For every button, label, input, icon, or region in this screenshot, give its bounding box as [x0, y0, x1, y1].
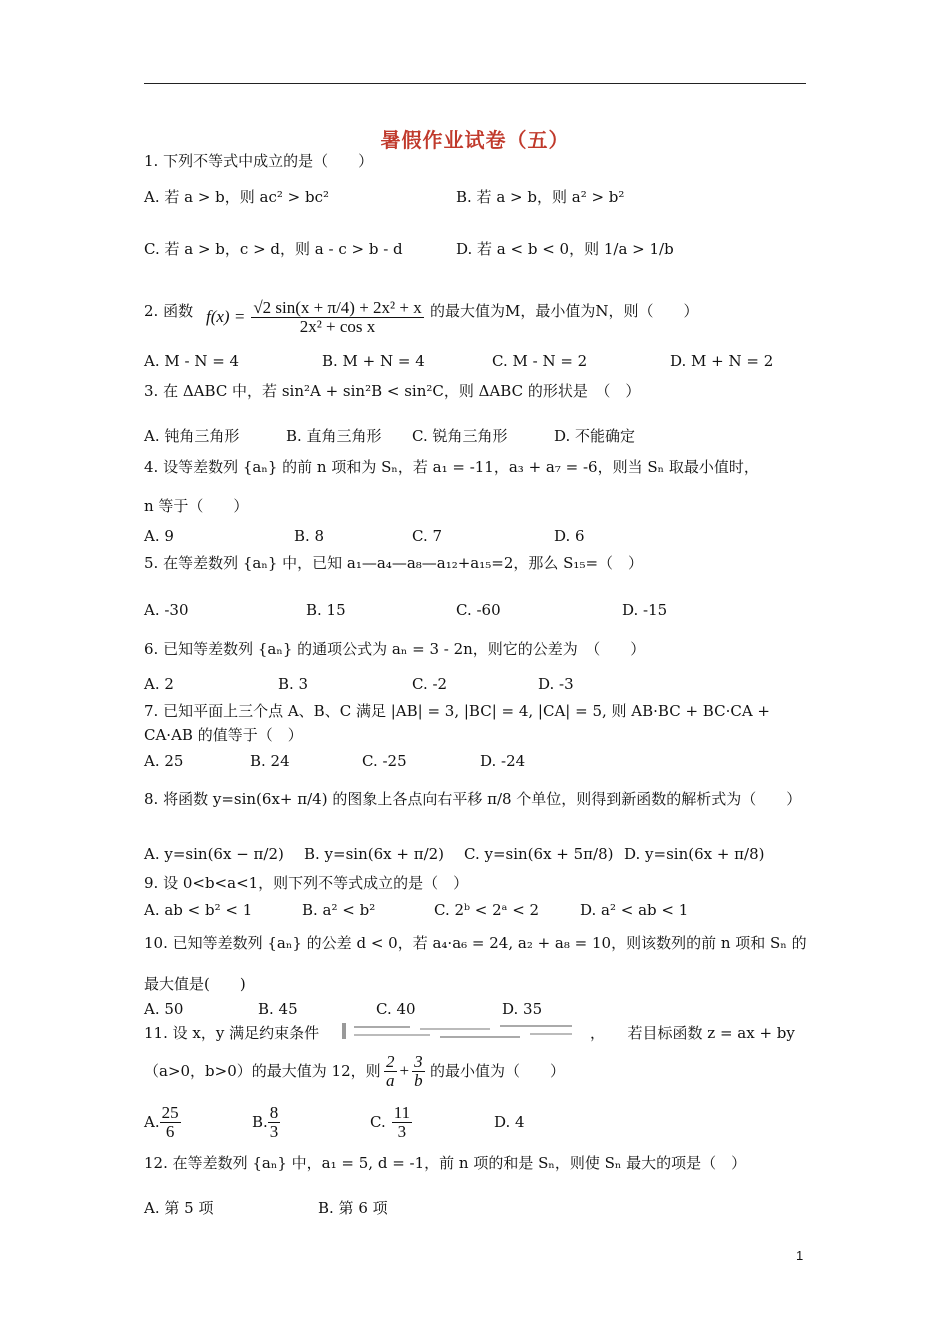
q10-stem-2: 最大值是( ): [144, 975, 246, 993]
q8-stem: 8. 将函数 y=sin(6x+ π/4) 的图象上各点向右平移 π/8 个单位，则得到新函数的解析式为（ ）: [144, 790, 802, 808]
q2-option-a: A. M - N = 4: [144, 352, 240, 370]
q11-fraction-2-den: b: [414, 1070, 423, 1090]
q2-option-c: C. M - N = 2: [492, 352, 588, 370]
q8-option-c: C. y=sin(6x + 5π/8): [464, 845, 614, 863]
q9-option-b: B. a² < b²: [302, 901, 376, 919]
q10-option-a: A. 50: [144, 1000, 184, 1018]
q11-fraction-2: [412, 1053, 425, 1090]
q11-option-a-num: 25: [161, 1102, 179, 1122]
q11-option-a: [144, 1100, 181, 1144]
q11-option-b-label: B.: [252, 1113, 268, 1131]
page-number: 1: [796, 1248, 804, 1263]
q11-fraction-1-den: a: [386, 1070, 395, 1090]
q7-option-d: D. -24: [480, 752, 526, 770]
q8-option-a: A. y=sin(6x − π/2): [144, 845, 284, 863]
q8-option-d: D. y=sin(6x + π/8): [624, 845, 765, 863]
q10-option-c: C. 40: [376, 1000, 416, 1018]
q11-option-c-num: 11: [393, 1102, 411, 1122]
q3-option-a: A. 钝角三角形: [144, 427, 240, 445]
q11-option-d: D. 4: [494, 1113, 525, 1131]
q1-option-b: B. 若 a > b，则 a² > b²: [456, 188, 625, 206]
q10-option-b: B. 45: [258, 1000, 298, 1018]
q12-option-a: A. 第 5 项: [144, 1199, 214, 1217]
q11-option-c-fraction: [392, 1104, 412, 1141]
q2-function-name: f(x) =: [206, 307, 246, 326]
q4-option-d: D. 6: [554, 527, 585, 545]
q11-stem-prefix: 11. 设 x，y 满足约束条件: [144, 1024, 320, 1042]
q3-option-b: B. 直角三角形: [286, 427, 382, 445]
q11-stem-2-prefix: （a>0，b>0）的最大值为 12，则: [144, 1062, 381, 1080]
q11-option-a-label: A.: [144, 1113, 160, 1131]
q9-option-d: D. a² < ab < 1: [580, 901, 689, 919]
q11-constraint-image: [340, 1020, 576, 1042]
q11-option-c-den: 3: [397, 1121, 407, 1141]
q11-constraint-brace-icon: [340, 1020, 576, 1042]
q12-option-b: B. 第 6 项: [318, 1199, 388, 1217]
q1-stem: 1. 下列不等式中成立的是（ ）: [144, 152, 374, 170]
q11-fraction-1-num: 2: [386, 1051, 395, 1071]
q1-option-c: C. 若 a > b，c > d，则 a - c > b - d: [144, 240, 403, 258]
q7-option-a: A. 25: [144, 752, 184, 770]
q11-option-a-den: 6: [165, 1121, 175, 1141]
q11-stem-suffix: ， 若目标函数 z = ax + by: [590, 1024, 795, 1042]
q2-stem-suffix: 的最大值为M，最小值为N，则（ ）: [430, 302, 699, 320]
q4-option-c: C. 7: [412, 527, 443, 545]
q12-stem: 12. 在等差数列 {aₙ} 中，a₁ = 5, d = -1，前 n 项的和是 Sₙ，则使 Sₙ 最大的项是（ ）: [144, 1154, 747, 1172]
q6-stem: 6. 已知等差数列 {aₙ} 的通项公式为 aₙ = 3 - 2n，则它的公差为 （ ）: [144, 640, 646, 658]
q2-stem-prefix: 2. 函数: [144, 302, 194, 320]
q5-stem: 5. 在等差数列 {aₙ} 中，已知 a₁—a₄—a₈—a₁₂+a₁₅=2，那么 S₁₅=（ ）: [144, 554, 644, 572]
q2-fraction: [251, 299, 423, 336]
q10-option-d: D. 35: [502, 1000, 543, 1018]
q11-expression: [384, 1048, 425, 1094]
q11-option-b-den: 3: [269, 1121, 279, 1141]
q2-numerator: √2 sin(x + π/4) + 2x² + x: [253, 297, 422, 317]
q3-option-d: D. 不能确定: [554, 427, 636, 445]
header-rule: [144, 83, 806, 84]
q5-option-d: D. -15: [622, 601, 668, 619]
q7-option-b: B. 24: [250, 752, 290, 770]
q11-option-c: [370, 1100, 412, 1144]
q2-option-b: B. M + N = 4: [322, 352, 425, 370]
q7-stem: 7. 已知平面上三个点 A、B、C 满足 |AB| = 3, |BC| = 4, |CA| = 5, 则 AB·BC + BC·CA +: [144, 702, 771, 720]
q11-plus: +: [399, 1061, 410, 1080]
q2-formula: [206, 290, 424, 344]
q6-option-a: A. 2: [144, 675, 174, 693]
q2-option-d: D. M + N = 2: [670, 352, 774, 370]
q1-option-d: D. 若 a < b < 0，则 1/a > 1/b: [456, 240, 674, 258]
q6-option-d: D. -3: [538, 675, 574, 693]
q3-option-c: C. 锐角三角形: [412, 427, 508, 445]
q9-option-a: A. ab < b² < 1: [144, 901, 253, 919]
q8-option-b: B. y=sin(6x + π/2): [304, 845, 445, 863]
q11-option-b-fraction: [268, 1104, 281, 1141]
q7-option-c: C. -25: [362, 752, 407, 770]
q11-option-a-fraction: [160, 1104, 181, 1141]
q10-stem: 10. 已知等差数列 {aₙ} 的公差 d < 0，若 a₄·a₆ = 24, a₂ + a₈ = 10，则该数列的前 n 项和 Sₙ 的: [144, 934, 807, 952]
q11-option-b: [252, 1100, 280, 1144]
q5-option-b: B. 15: [306, 601, 346, 619]
q9-stem: 9. 设 0<b<a<1，则下列不等式成立的是（ ）: [144, 874, 469, 892]
q4-option-a: A. 9: [144, 527, 174, 545]
q9-option-c: C. 2ᵇ < 2ᵃ < 2: [434, 901, 540, 919]
q4-stem-2: n 等于（ ）: [144, 497, 249, 515]
page-title: 暑假作业试卷（五）: [380, 128, 570, 152]
q5-option-a: A. -30: [144, 601, 189, 619]
q6-option-b: B. 3: [278, 675, 309, 693]
q5-option-c: C. -60: [456, 601, 501, 619]
q4-option-b: B. 8: [294, 527, 325, 545]
q4-stem: 4. 设等差数列 {aₙ} 的前 n 项和为 Sₙ，若 a₁ = -11，a₃ + a₇ = -6，则当 Sₙ 取最小值时，: [144, 458, 759, 476]
q2-denominator: 2x² + cos x: [299, 316, 376, 336]
q11-option-c-label: C.: [370, 1113, 386, 1131]
q7-stem-2: CA·AB 的值等于（ ）: [144, 726, 303, 744]
q6-option-c: C. -2: [412, 675, 448, 693]
q11-fraction-1: [384, 1053, 397, 1090]
q11-fraction-2-num: 3: [414, 1051, 423, 1071]
q11-stem-2-suffix: 的最小值为（ ）: [430, 1062, 566, 1080]
q11-option-b-num: 8: [269, 1102, 279, 1122]
q1-option-a: A. 若 a > b，则 ac² > bc²: [144, 188, 330, 206]
q3-stem: 3. 在 ΔABC 中，若 sin²A + sin²B < sin²C，则 ΔABC 的形状是 （ ）: [144, 382, 641, 400]
